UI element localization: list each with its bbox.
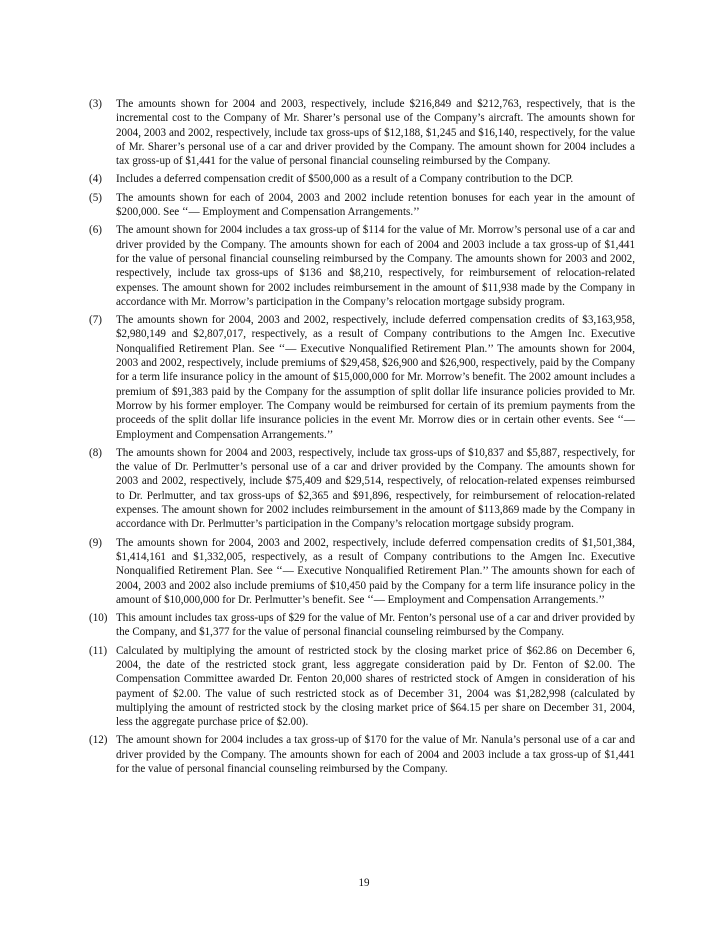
- footnote-text: The amounts shown for 2004, 2003 and 2002, respectively, include deferred compensation credits of $1,501,384, $1,414,161 and $1,332,005, respectively, as a result of Company contributions to the Amgen Inc. Executive Nonqualified Retirement Plan. See ‘‘— Executive Nonqualified Retirement Plan.’’ The amounts shown for each of 2004, 2003 and 2002 also include premiums of $10,450 paid by the Company for a term life insurance policy in the amount of $10,000,000 for Dr. Perlmutter’s benefit. See ‘‘— Employment and Compensation Arrangements.’’: [116, 536, 635, 606]
- footnote-text: The amount shown for 2004 includes a tax gross-up of $170 for the value of Mr. Nanula’s personal use of a car and driver provided by the Company. The amounts shown for each of 2004 and 2003 include a tax gross-up of $1,441 for the value of personal financial counseling reimbursed by the Company.: [116, 734, 635, 776]
- footnote-number: (5): [89, 191, 102, 204]
- footnote-text: The amounts shown for each of 2004, 2003 and 2002 include retention bonuses for each year in the amount of $200,000. See ‘‘— Employment and Compensation Arrangements.’’: [116, 191, 635, 219]
- footnote: [89, 644, 635, 730]
- footnote-text: The amounts shown for 2004 and 2003, respectively, include tax gross-ups of $10,837 and $5,887, respectively, for the value of Dr. Perlmutter’s personal use of a car and driver provided by the Company. The amounts shown for 2003 and 2002, respectively, include $75,409 and $29,514, respectively, of relocation-related expenses reimbursed to Dr. Perlmutter, and tax gross-ups of $2,365 and $91,896, respectively, for reimbursement of relocation-related expenses. The amount shown for 2002 includes reimbursement in the amount of $113,869 made by the Company in accordance with Dr. Perlmutter’s participation in the Company’s relocation mortgage subsidy program.: [116, 446, 635, 531]
- footnote: [89, 97, 635, 168]
- footnote-number: (12): [89, 734, 108, 747]
- footnote-text: The amounts shown for 2004 and 2003, respectively, include $216,849 and $212,763, respectively, that is the incremental cost to the Company of Mr. Sharer’s personal use of the Company’s aircraft. The amounts shown for 2004, 2003 and 2002, respectively, include tax gross-ups of $12,188, $1,245 and $16,140, respectively, for the value of Mr. Sharer’s personal use of a car and driver provided by the Company. The amount shown for 2004 includes a tax gross-up of $1,441 for the value of personal financial counseling reimbursed by the Company.: [116, 98, 635, 168]
- footnote: [89, 733, 635, 776]
- footnote-number: (11): [89, 644, 108, 657]
- footnote-number: (4): [89, 173, 102, 186]
- footnote-text: This amount includes tax gross-ups of $29 for the value of Mr. Fenton’s personal use of a car and driver provided by the Company, and $1,377 for the value of personal financial counseling reimbursed by the Company.: [116, 612, 635, 639]
- footnote: [89, 446, 635, 532]
- footnote: [89, 223, 635, 309]
- footnote-text: Calculated by multiplying the amount of restricted stock by the closing market price of $62.86 on December 6, 2004, the date of the restricted stock grant, less aggregate consideration paid by Dr. Fenton of $2.00. The Compensation Committee awarded Dr. Fenton 20,000 shares of restricted stock of Amgen in consideration of his payment of $2.00. The value of such restricted stock as of December 31, 2004 was $1,282,998 (calculated by multiplying the amount of restricted stock by the closing market price of $64.15 per share on December 31, 2004, less the aggregate purchase price of $2.00).: [116, 644, 635, 729]
- footnote: [89, 611, 635, 640]
- footnote: [89, 172, 635, 186]
- page-number: 19: [358, 877, 370, 889]
- footnote-number: (10): [89, 612, 108, 625]
- footnote-text: The amounts shown for 2004, 2003 and 2002, respectively, include deferred compensation credits of $3,163,958, $2,980,149 and $2,807,017, respectively, as a result of Company contributions to the Amgen Inc. Executive Nonqualified Retirement Plan. See ‘‘— Executive Nonqualified Retirement Plan.’’ The amounts shown for 2004, 2003 and 2002, respectively, include premiums of $29,458, $26,900 and $26,900, respectively, paid by the Company for a term life insurance policy in the amount of $15,000,000 for Mr. Morrow’s benefit. The 2002 amount includes a premium of $91,383 paid by the Company for the assumption of split dollar life insurance policies provided to Mr. Morrow by his former employer. The Company would be reimbursed for certain of its premium payments from the proceeds of the split dollar life insurance policies in the event Mr. Morrow dies or in certain other events. See ‘‘— Employment and Compensation Arrangements.’’: [116, 314, 635, 441]
- footnote: [89, 536, 635, 607]
- footnote-text: The amount shown for 2004 includes a tax gross-up of $114 for the value of Mr. Morrow’s personal use of a car and driver provided by the Company. The amounts shown for each of 2004 and 2003 include a tax gross-up of $1,441 for the value of personal financial counseling reimbursed by the Company. The amounts shown for 2003 and 2002, respectively, include tax gross-ups of $136 and $8,210, respectively, for reimbursement of relocation-related expenses. The amount shown for 2002 includes reimbursement in the amount of $11,938 made by the Company in accordance with Mr. Morrow’s participation in the Company’s relocation mortgage subsidy program.: [116, 224, 635, 308]
- footnote: [89, 191, 635, 220]
- footnote-number: (9): [89, 536, 102, 549]
- footnote-number: (6): [89, 224, 102, 237]
- footnote-text: Includes a deferred compensation credit of $500,000 as a result of a Company contribution to the DCP.: [116, 173, 574, 186]
- footnote: [89, 313, 635, 442]
- footnote-number: (3): [89, 98, 102, 110]
- footnotes-section: [89, 97, 635, 780]
- footnote-number: (8): [89, 446, 102, 459]
- footnote-number: (7): [89, 314, 102, 327]
